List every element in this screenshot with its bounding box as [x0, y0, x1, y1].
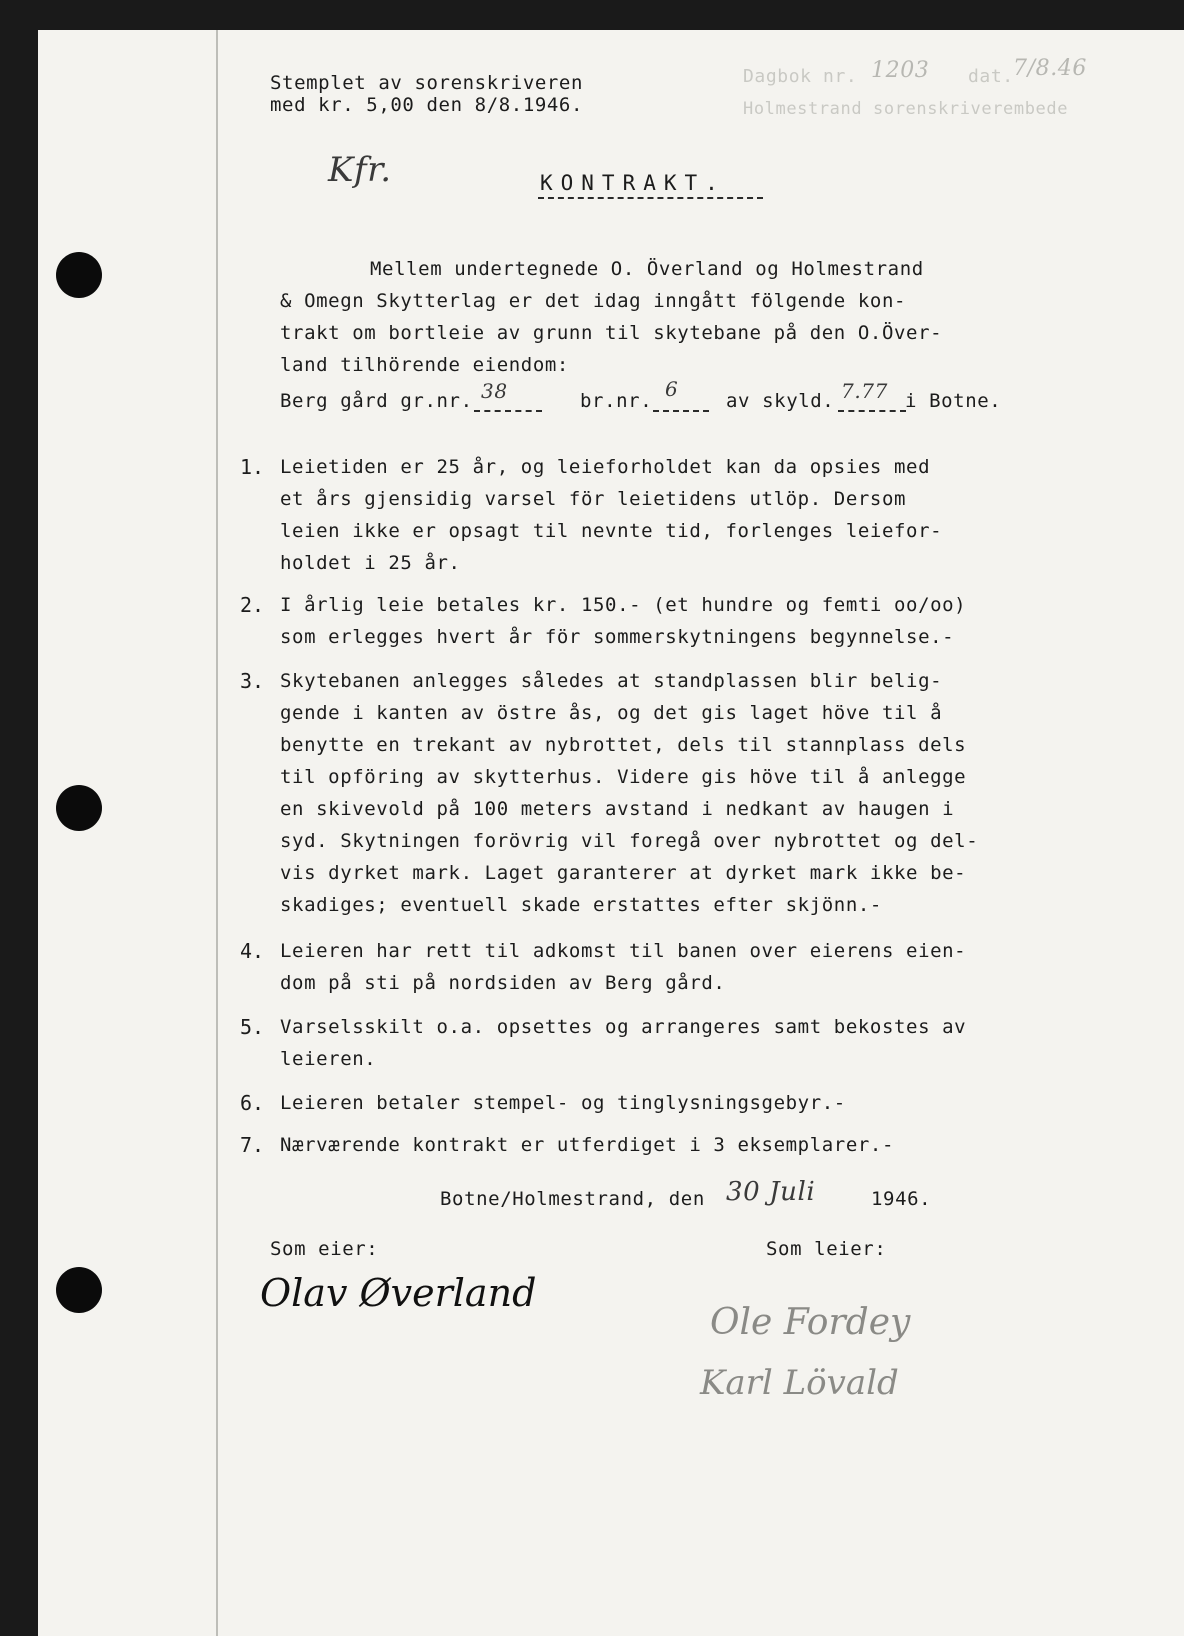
date-label: dat. [968, 66, 1014, 87]
office-stamp: Holmestrand sorenskriverembede [743, 99, 1069, 119]
journal-number: 1203 [871, 58, 930, 83]
clause-line: dom på sti på nordsiden av Berg gård. [280, 972, 726, 994]
clause-line: en skivevold på 100 meters avstand i nedkant av haugen i [280, 798, 955, 820]
property-place: i Botne. [905, 390, 1002, 412]
journal-date: 7/8.46 [1013, 56, 1087, 81]
stamp-line-2: med kr. 5,00 den 8/8.1946. [270, 94, 584, 116]
handwritten-date: 30 Juli [726, 1177, 816, 1207]
document-page [38, 30, 1184, 1636]
clause-line: syd. Skytningen forövrig vil foregå over nybrottet og del- [280, 830, 979, 852]
tenant-signature-2: Karl Lövald [700, 1363, 899, 1403]
clause-line: vis dyrket mark. Laget garanterer at dyrket mark ikke be- [280, 862, 967, 884]
intro-line-1: Mellem undertegnede O. Överland og Holmestrand [370, 258, 924, 280]
property-skyld-label: av skyld. [726, 390, 835, 412]
owner-signature: Olav Øverland [260, 1271, 537, 1315]
punch-hole-middle [56, 785, 102, 831]
clause-line: Leieren betaler stempel- og tinglysningsgebyr.- [280, 1092, 846, 1114]
clause-line: Leietiden er 25 år, og leieforholdet kan da opsies med [280, 456, 931, 478]
clause-number: 6. [240, 1091, 265, 1115]
bnr-dots [653, 410, 709, 412]
clause-line: skadiges; eventuell skade erstattes efter skjönn.- [280, 894, 882, 916]
skyld-dots [838, 410, 906, 412]
clause-line: benytte en trekant av nybrottet, dels til stannplass dels [280, 734, 967, 756]
clause-number: 4. [240, 939, 265, 963]
property-bnr-label: br.nr. [580, 390, 653, 412]
clause-line: til opföring av skytterhus. Videre gis höve til å anlegge [280, 766, 967, 788]
place-date-year: 1946. [871, 1188, 932, 1210]
clause-line: et års gjensidig varsel för leietidens utlöp. Dersom [280, 488, 907, 510]
place-date-prefix: Botne/Holmestrand, den [440, 1188, 705, 1210]
tenant-label: Som leier: [766, 1238, 887, 1260]
property-skyld: 7.77 [841, 379, 888, 403]
title-underline [538, 197, 763, 199]
property-bnr: 6 [665, 377, 679, 401]
intro-line-4: land tilhörende eiendom: [280, 354, 569, 376]
clause-line: Skytebanen anlegges således at standplassen blir belig- [280, 670, 943, 692]
clause-line: som erlegges hvert år för sommerskytningens begynnelse.- [280, 626, 955, 648]
stamp-line-1: Stemplet av sorenskriveren [270, 72, 584, 94]
clause-number: 7. [240, 1133, 265, 1157]
document-title: KONTRAKT. [540, 171, 726, 195]
intro-line-3: trakt om bortleie av grunn til skytebane på den O.Över- [280, 322, 943, 344]
clause-line: Varselsskilt o.a. opsettes og arrangeres samt bekostes av [280, 1016, 967, 1038]
clause-line: Leieren har rett til adkomst til banen over eierens eien- [280, 940, 967, 962]
intro-line-2: & Omegn Skytterlag er det idag inngått fölgende kon- [280, 290, 907, 312]
clause-line: Nærværende kontrakt er utferdiget i 3 eksemplarer.- [280, 1134, 894, 1156]
clause-line: leien ikke er opsagt til nevnte tid, forlenges leiefor- [280, 520, 943, 542]
clause-line: gende i kanten av östre ås, og det gis laget höve til å [280, 702, 943, 724]
owner-label: Som eier: [270, 1238, 379, 1260]
clause-number: 3. [240, 669, 265, 693]
clause-number: 5. [240, 1015, 265, 1039]
gnr-dots [474, 410, 542, 412]
tenant-signature-1: Ole Fordey [710, 1302, 911, 1343]
handwritten-initials: Kfr. [328, 150, 392, 190]
clause-number: 2. [240, 593, 265, 617]
journal-label: Dagbok nr. [743, 66, 858, 87]
clause-line: leieren. [280, 1048, 377, 1070]
clause-number: 1. [240, 455, 265, 479]
property-farm: Berg gård gr.nr. [280, 390, 473, 412]
punch-hole-top [56, 252, 102, 298]
property-gnr: 38 [481, 379, 508, 403]
punch-hole-bottom [56, 1267, 102, 1313]
clause-line: holdet i 25 år. [280, 552, 461, 574]
margin-line [216, 30, 218, 1636]
clause-line: I årlig leie betales kr. 150.- (et hundre og femti oo/oo) [280, 594, 967, 616]
